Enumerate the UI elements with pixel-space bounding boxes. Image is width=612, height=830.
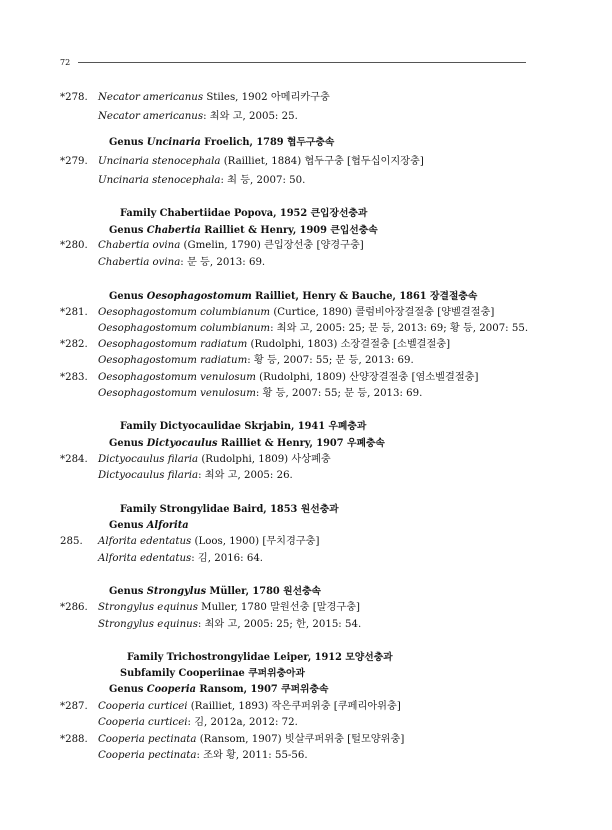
entry-text: : 최 등, 2007: 50.: [220, 175, 306, 186]
reference-line: [98, 618, 361, 631]
scientific-name: Necator americanus: [98, 92, 204, 103]
genus-heading: [109, 585, 321, 598]
entry-text: Family Chabertiidae Popova, 1952 큰입장선충과: [120, 208, 368, 219]
entry-text: : 최와 고, 2005: 26.: [198, 470, 293, 481]
entry-text: (Rudolphi, 1809) 사상폐충: [198, 454, 331, 465]
scientific-name: Oesophagostomum radiatum: [98, 339, 248, 350]
scientific-name: Dictyocaulus: [146, 438, 218, 449]
entry-text: (Ransom, 1907) 빗살쿠퍼위충 [털모양위충]: [196, 734, 405, 745]
species-line: [60, 453, 331, 466]
entry-text: Müller, 1780 원선충속: [206, 586, 321, 597]
scientific-name: Cooperia curticei: [98, 717, 188, 728]
scientific-name: Strongylus: [146, 586, 207, 597]
scientific-name: Oesophagostomum radiatum: [98, 355, 248, 366]
genus-heading: [109, 224, 378, 237]
entry-number: *286.: [60, 602, 88, 613]
entry-text: Genus: [109, 137, 147, 148]
scientific-name: Uncinaria: [146, 137, 201, 148]
entry-text: : 최와 고, 2005: 25; 한, 2015: 54.: [197, 619, 362, 630]
scientific-name: Alforita edentatus: [98, 553, 192, 564]
entry-text: (Loos, 1900) [무치경구충]: [191, 536, 320, 547]
entry-text: Ransom, 1907 쿠퍼위충속: [195, 684, 329, 695]
reference-line: [98, 749, 308, 762]
entry-number: *279.: [60, 156, 88, 167]
entry-number: 285.: [60, 536, 83, 547]
genus-heading: [109, 290, 477, 303]
entry-text: : 김, 2012a, 2012: 72.: [187, 717, 298, 728]
subfamily-heading: [120, 667, 305, 680]
reference-line: [98, 256, 265, 269]
entry-text: (Curtice, 1890) 콜럼비아장결절충 [양벨결절충]: [270, 307, 495, 318]
entry-number: *287.: [60, 701, 88, 712]
entry-text: Froelich, 1789 협두구충속: [200, 137, 335, 148]
reference-line: [98, 552, 263, 565]
entry-text: (Rudolphi, 1803) 소장결절충 [소벨결절충]: [247, 339, 451, 350]
entry-text: (Gmelin, 1790) 큰입장선충 [양경구충]: [180, 240, 364, 251]
entry-number: *281.: [60, 307, 88, 318]
species-line: [60, 700, 401, 713]
reference-line: [98, 354, 414, 367]
entry-number: *282.: [60, 339, 88, 350]
scientific-name: Chabertia ovina: [98, 240, 181, 251]
scientific-name: Dictyocaulus filaria: [98, 470, 199, 481]
entry-text: Genus: [109, 586, 147, 597]
scientific-name: Cooperia pectinata: [98, 734, 197, 745]
scientific-name: Cooperia: [146, 684, 196, 695]
scientific-name: Oesophagostomum: [146, 291, 252, 302]
entry-text: Family Strongylidae Baird, 1853 원선충과: [120, 504, 339, 515]
species-line: [60, 535, 320, 548]
entry-number: *278.: [60, 92, 88, 103]
entry-text: : 황 등, 2007: 55; 문 등, 2013: 69.: [255, 388, 423, 399]
species-line: [60, 155, 424, 168]
entry-text: : 황 등, 2007: 55; 문 등, 2013: 69.: [247, 355, 414, 366]
genus-heading: [109, 683, 328, 696]
scientific-name: Uncinaria stenocephala: [98, 156, 221, 167]
species-line: [60, 601, 361, 614]
entry-text: : 문 등, 2013: 69.: [180, 257, 266, 268]
scientific-name: Chabertia: [146, 225, 201, 236]
scientific-name: Strongylus equinus: [98, 602, 198, 613]
family-heading: [120, 207, 367, 220]
entry-text: Family Dictyocaulidae Skrjabin, 1941 우폐충과: [120, 421, 367, 432]
entry-text: Genus: [109, 438, 147, 449]
family-heading: [120, 420, 366, 433]
entry-text: Railliet & Henry, 1909 큰입선충속: [200, 225, 378, 236]
entry-number: *288.: [60, 734, 88, 745]
reference-line: [98, 174, 305, 187]
entry-text: : 최와 고, 2005: 25.: [203, 111, 298, 122]
species-line: [60, 733, 405, 746]
species-line: [60, 338, 451, 351]
scientific-name: Oesophagostomum columbianum: [98, 307, 271, 318]
scientific-name: Strongylus equinus: [98, 619, 198, 630]
entry-number: *284.: [60, 454, 88, 465]
scientific-name: Necator americanus: [98, 111, 204, 122]
entry-text: (Rudolphi, 1809) 산양장결절충 [염소벨결절충]: [255, 372, 479, 383]
species-line: [60, 239, 364, 252]
genus-heading: [109, 136, 334, 149]
scientific-name: Cooperia pectinata: [98, 750, 197, 761]
scientific-name: Chabertia ovina: [98, 257, 181, 268]
reference-line: [98, 387, 422, 400]
family-heading: [120, 503, 339, 516]
entry-text: Railliet, Henry & Bauche, 1861 장결절충속: [251, 291, 478, 302]
species-line: [60, 91, 330, 104]
entry-text: Genus: [109, 225, 147, 236]
page-number: 72: [60, 58, 71, 67]
scientific-name: Oesophagostomum venulosum: [98, 372, 256, 383]
reference-line: [98, 110, 298, 123]
species-line: [60, 371, 479, 384]
entry-text: : 최와 고, 2005: 25; 문 등, 2013: 69; 황 등, 2007: 55.: [270, 323, 529, 334]
entry-text: (Railliet, 1893) 작은쿠퍼위충 [쿠페리아위충]: [187, 701, 401, 712]
header-rule: [78, 62, 526, 63]
entry-text: Railliet & Henry, 1907 우폐충속: [217, 438, 385, 449]
family-heading: [127, 651, 393, 664]
genus-heading: [109, 519, 189, 532]
entry-text: : 조와 황, 2011: 55-56.: [196, 750, 308, 761]
entry-text: Genus: [109, 684, 147, 695]
scientific-name: Uncinaria stenocephala: [98, 175, 221, 186]
scientific-name: Alforita: [146, 520, 189, 531]
entry-number: *283.: [60, 372, 88, 383]
scientific-name: Dictyocaulus filaria: [98, 454, 199, 465]
entry-text: (Railliet, 1884) 협두구충 [협두십이지장충]: [220, 156, 424, 167]
entry-text: Stiles, 1902 아메리카구충: [203, 92, 330, 103]
reference-line: [98, 716, 298, 729]
genus-heading: [109, 437, 385, 450]
entry-text: Muller, 1780 말원선충 [말경구충]: [197, 602, 361, 613]
scientific-name: Oesophagostomum venulosum: [98, 388, 256, 399]
scientific-name: Cooperia curticei: [98, 701, 188, 712]
species-line: [60, 306, 495, 319]
reference-line: [98, 469, 293, 482]
reference-line: [98, 322, 528, 335]
entry-text: Family Trichostrongylidae Leiper, 1912 모양선충과: [127, 652, 393, 663]
entry-text: Genus: [109, 291, 147, 302]
scientific-name: Oesophagostomum columbianum: [98, 323, 271, 334]
entry-text: Genus: [109, 520, 147, 531]
entry-number: *280.: [60, 240, 88, 251]
entry-text: Subfamily Cooperiinae 쿠퍼위충아과: [120, 668, 305, 679]
scientific-name: Alforita edentatus: [98, 536, 192, 547]
entry-text: : 김, 2016: 64.: [191, 553, 264, 564]
